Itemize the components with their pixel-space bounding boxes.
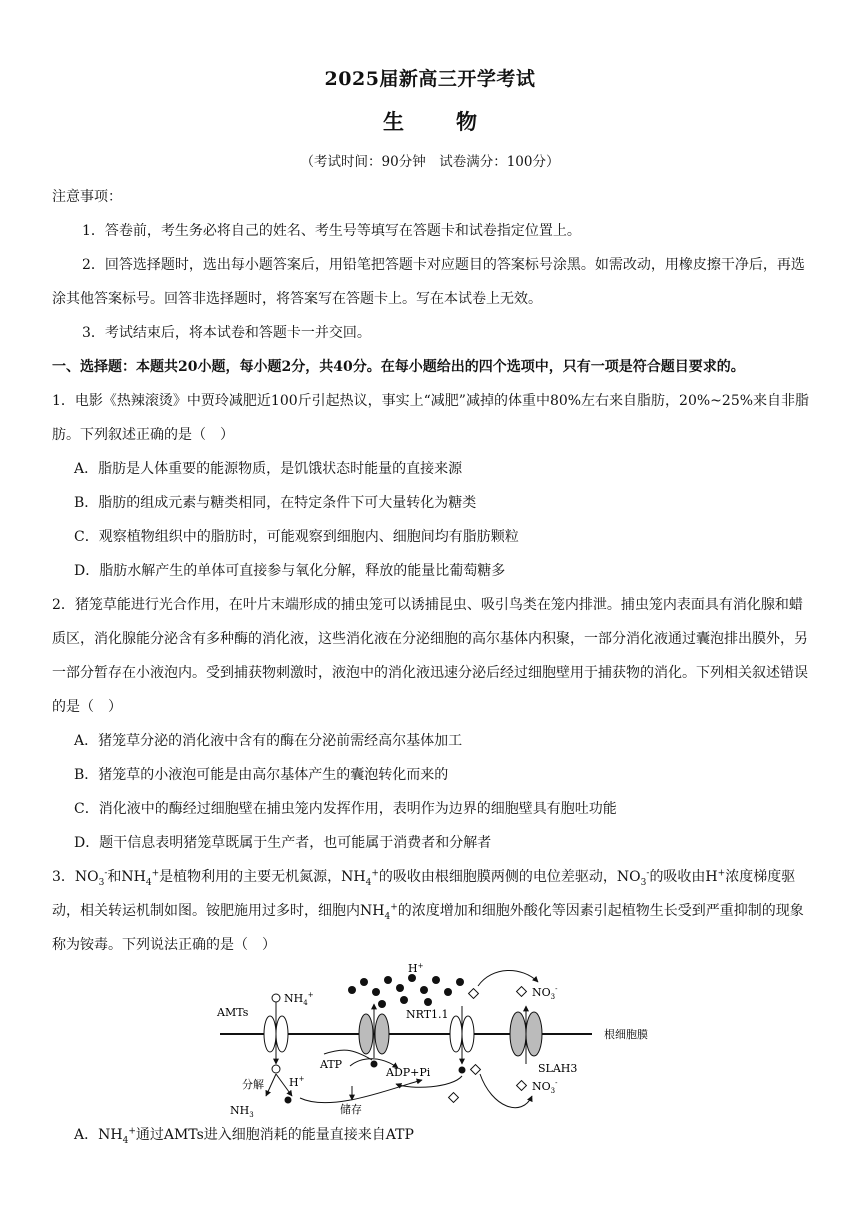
adp-label: ADP+Pi	[386, 1066, 431, 1079]
question-1-option-d: D．脂肪水解产生的单体可直接参与氧化分解，释放的能量比葡萄糖多	[74, 563, 506, 579]
question-2-option-b: B．猪笼草的小液泡可能是由高尔基体产生的囊泡转化而来的	[74, 767, 449, 783]
question-1-option-c: C．观察植物组织中的脂肪时，可能观察到细胞内、细胞间均有脂肪颗粒	[74, 529, 519, 545]
section-heading: 一、选择题：本题共20小题，每小题2分，共40分。在每小题给出的四个选项中，只有一项是符合题目要求的。	[52, 359, 745, 375]
atp-label: ATP	[320, 1058, 343, 1071]
transport-diagram-svg	[52, 962, 810, 1119]
note-item-1: 1．答卷前，考生务必将自己的姓名、考生号等填写在答题卡和试卷指定位置上。	[82, 223, 581, 239]
no3-label-lower: $NO_3^-$	[532, 1079, 558, 1095]
membrane-label: 根细胞膜	[604, 1028, 648, 1041]
h-label-lower: H+	[289, 1075, 305, 1089]
exam-title: 2025届新高三开学考试	[324, 68, 536, 90]
no3-label-upper: $NO_3^-$	[532, 985, 558, 1001]
store-label: 储存	[340, 1103, 362, 1116]
proton-pump	[359, 1004, 389, 1058]
note-item-2: 2．回答选择题时，选出每小题答案后，用铅笔把答题卡对应题目的答案标号涂黑。如需改动，用橡皮擦干净后，再选涂其他答案标号。回答非选择题时，将答案写在答题卡上。写在本试卷上无效。	[52, 257, 805, 307]
question-1-stem: 1．电影《热辣滚烫》中贾玲减肥近100斤引起热议，事实上“减肥”减掉的体重中80%左右来自脂肪，20%~25%来自非脂肪。下列叙述正确的是（ ）	[52, 393, 810, 443]
question-1-option-b: B．脂肪的组成元素与糖类相同，在特定条件下可大量转化为糖类	[74, 495, 477, 511]
exam-body	[52, 180, 810, 1152]
question-3-stem: 3．$NO_3^-$和$NH_4^+$是植物利用的主要无机氮源，$NH_4^+$的吸收由根细胞膜两侧的电位差驱动，$NO_3^-$的吸收由H+浓度梯度驱动，相关转运机制如图。铵肥施用过多时，细胞内$NH_4^+$的浓度增加和细胞外酸化等因素引起植物生长受到严重抑制的现象称为铵毒。下列说法正确的是（ ）	[52, 868, 804, 953]
slah3-label: SLAH3	[538, 1062, 578, 1075]
nh3-label: $NH_3$	[230, 1104, 254, 1119]
question-3-option-a: A．$NH_4^+$通过AMTs进入细胞消耗的能量直接来自ATP	[74, 1126, 414, 1146]
nh4-label: $NH_4^+$	[284, 991, 314, 1007]
question-2-stem: 2．猪笼草能进行光合作用，在叶片末端形成的捕虫笼可以诱捕昆虫、吸引鸟类在笼内排泄。捕虫笼内表面具有消化腺和蜡质区，消化腺能分泌含有多种酶的消化液，这些消化液在分泌细胞的高尔基体内积聚，一部分消化液通过囊泡排出膜外，另一部分暂存在小液泡内。受到捕获物刺激时，液泡中的消化液迅速分泌后经过细胞壁用于捕获物的消化。下列相关叙述错误的是（ ）	[52, 597, 808, 715]
notes-heading: 注意事项：	[52, 189, 122, 205]
question-1-option-a: A．脂肪是人体重要的能源物质，是饥饿状态时能量的直接来源	[74, 461, 463, 477]
nrt-transporter	[450, 989, 480, 1075]
nrt-label: NRT1.1	[406, 1008, 449, 1021]
decompose-label: 分解	[242, 1078, 264, 1091]
amts-label: AMTs	[217, 1006, 249, 1019]
question-2-option-c: C．消化液中的酶经过细胞壁在捕虫笼内发挥作用，表明作为边界的细胞壁具有胞吐功能	[74, 801, 617, 817]
transport-diagram	[52, 962, 810, 1119]
exam-meta: （考试时间：90分钟 试卷满分：100分）	[300, 154, 560, 170]
exam-subject: 生物	[383, 109, 529, 134]
question-2-option-d: D．题干信息表明猪笼草既属于生产者，也可能属于消费者和分解者	[74, 835, 492, 851]
proton-cluster	[348, 974, 464, 1008]
slah3-transporter	[510, 1006, 542, 1064]
amts-transporter	[264, 994, 288, 1073]
note-item-3: 3．考试结束后，将本试卷和答题卡一并交回。	[82, 325, 371, 341]
h-label-upper: H+	[408, 962, 424, 975]
question-2-option-a: A．猪笼草分泌的消化液中含有的酶在分泌前需经高尔基体加工	[74, 733, 463, 749]
